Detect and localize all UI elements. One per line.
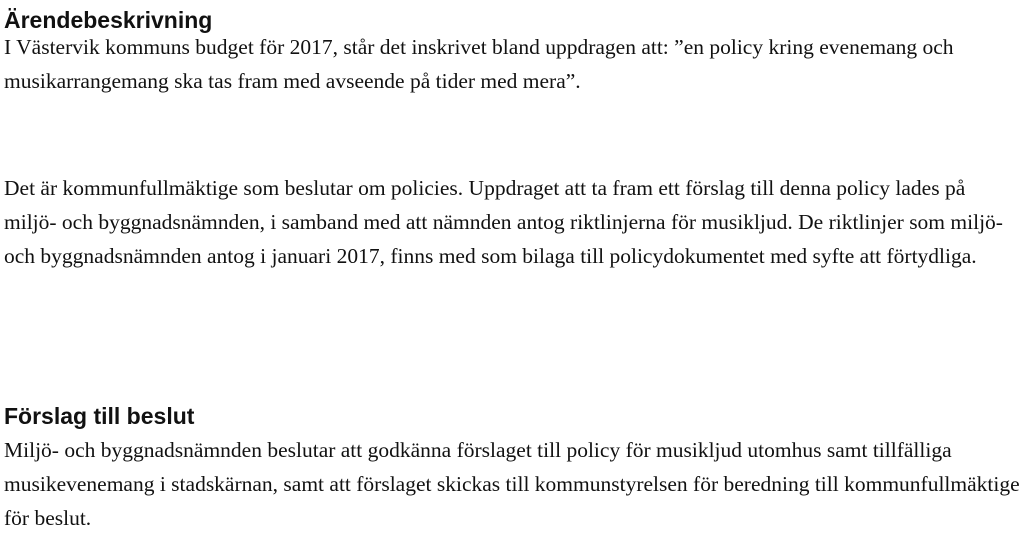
section-heading-arendebeskrivning: Ärendebeskrivning [4, 7, 213, 33]
paragraph-proposal: Miljö- och byggnadsnämnden beslutar att godkänna förslaget till policy för musikljud utomhus samt tillfälliga musikevenemang i stadskärnan, samt att förslaget skickas till kommunstyrelsen för beredning till kommunfullmäktige för beslut. [4, 438, 1020, 530]
paragraph-policy-decision: Det är kommunfullmäktige som beslutar om policies. Uppdraget att ta fram ett förslag till denna policy lades på miljö- och byggnadsnämnden, i samband med att nämnden antog riktlinjerna för musikljud. De riktlinjer som miljö- och byggnadsnämnden antog i januari 2017, finns med som bilaga till policydokumentet med syfte att förtydliga. [4, 176, 1003, 268]
paragraph-budget-assignment: I Västervik kommuns budget för 2017, står det inskrivet bland uppdragen att: ”en policy kring evenemang och musikarrangemang ska tas fram med avseende på tider med mera”. [4, 35, 954, 93]
section-heading-forslag-till-beslut: Förslag till beslut [4, 403, 195, 429]
